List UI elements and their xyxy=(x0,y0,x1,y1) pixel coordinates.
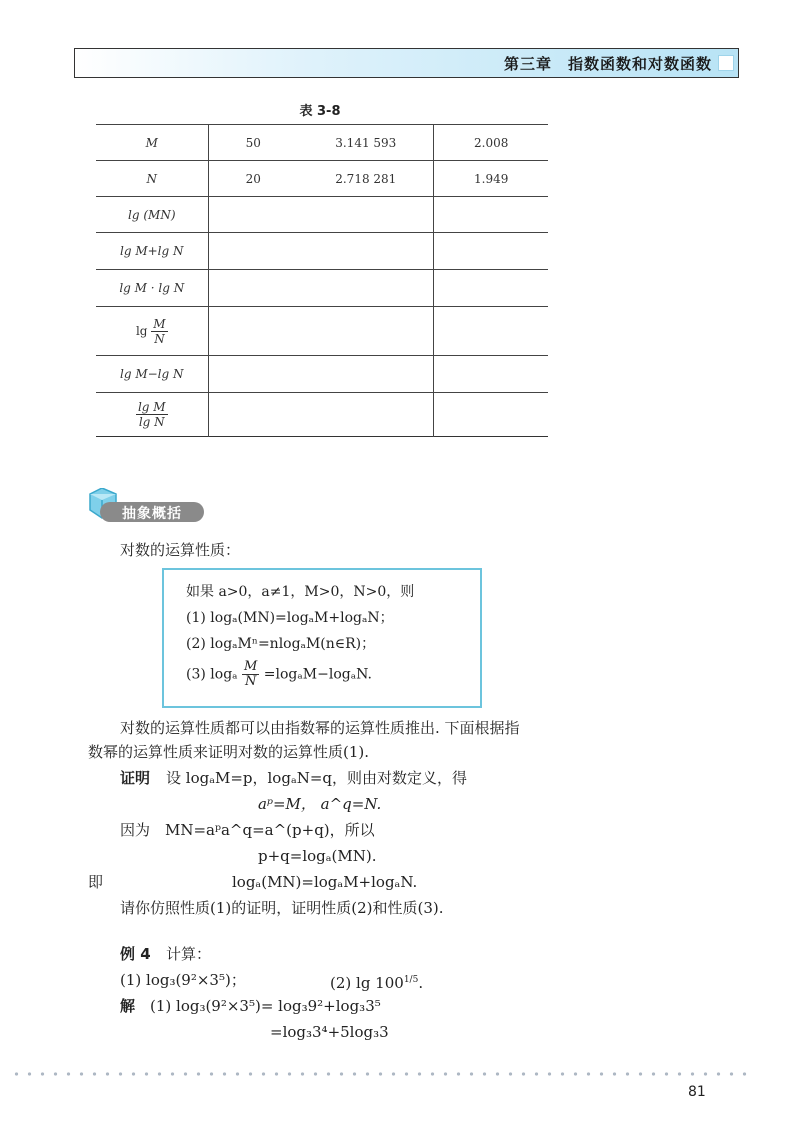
table-row xyxy=(96,393,548,437)
row-label-fraction xyxy=(96,307,208,356)
fraction-denominator: lg N xyxy=(138,415,165,429)
page-number: 81 xyxy=(688,1084,706,1100)
proof-conclusion-label: 即 xyxy=(88,873,104,891)
table-cell xyxy=(208,270,434,307)
exercise-text: 请你仿照性质(1)的证明，证明性质(2)和性质(3). xyxy=(120,899,444,917)
fraction xyxy=(242,660,259,689)
example-title: 计算： xyxy=(166,945,212,963)
property-1: (1) logₐ(MN)=logₐM+logₐN； xyxy=(186,610,394,626)
table-row xyxy=(96,161,548,197)
proof-label: 证明 xyxy=(120,769,151,787)
property-3-prefix: (3) logₐ xyxy=(186,666,238,683)
paragraph-line: 数幂的运算性质来证明对数的运算性质(1). xyxy=(88,743,370,761)
row-label: M xyxy=(96,125,208,161)
table-cell xyxy=(434,233,548,270)
table-cell: 3.141 593 xyxy=(335,135,397,150)
chapter-header xyxy=(74,48,739,78)
section-intro: 对数的运算性质： xyxy=(120,541,241,559)
table-row xyxy=(96,125,548,161)
table-cell xyxy=(434,197,548,233)
table-cell xyxy=(208,197,434,233)
fraction-numerator: lg M xyxy=(137,400,166,414)
row-label-fraction xyxy=(96,393,208,437)
table-cell xyxy=(434,270,548,307)
row-label: lg M+lg N xyxy=(96,233,208,270)
chapter-title: 第三章 指数函数和对数函数 xyxy=(503,55,712,73)
table-row xyxy=(96,197,548,233)
table-cell: 1.949 xyxy=(434,161,548,197)
row-label-prefix: lg xyxy=(135,323,148,338)
property-3-suffix: =logₐM−logₐN. xyxy=(263,666,372,683)
table-row xyxy=(96,356,548,393)
fraction-denominator: N xyxy=(154,331,165,346)
example-question-2: (2) $\lg 100^{1/5}$. xyxy=(330,974,424,992)
table-cell xyxy=(434,356,548,393)
fraction-numerator: M xyxy=(153,316,166,331)
fraction-denominator: N xyxy=(244,674,257,689)
property-2: (2) logₐMⁿ=nlogₐM(n∈R)； xyxy=(186,636,376,652)
example-question-2-base: (2) lg 100 xyxy=(330,974,404,992)
solution-line: =log₃3⁴+5log₃3 xyxy=(270,1023,389,1041)
table-row xyxy=(96,270,548,307)
property-3 xyxy=(186,660,372,689)
table-cell xyxy=(434,307,548,356)
solution-line: (1) log₃(9²×3⁵)= log₃9²+log₃3⁵ xyxy=(150,997,381,1015)
solution-label: 解 xyxy=(120,997,136,1015)
fraction xyxy=(136,400,168,429)
table-cell: 2.718 281 xyxy=(335,171,397,186)
example-question-1: (1) log₃(9²×3⁵)； xyxy=(120,971,246,989)
proof-line: 因为 MN=aᵖa^q=a^(p+q)，所以 xyxy=(120,821,375,839)
example-label: 例 4 xyxy=(120,945,151,963)
table-cell xyxy=(208,393,434,437)
section-badge xyxy=(86,488,206,524)
data-table xyxy=(96,124,548,437)
table-row xyxy=(96,233,548,270)
fraction xyxy=(151,317,167,346)
table-cell: 20 xyxy=(245,171,261,186)
table-cell: 50 xyxy=(245,135,261,150)
table-row xyxy=(96,307,548,356)
table-cell xyxy=(434,393,548,437)
row-label: N xyxy=(96,161,208,197)
proof-line: aᵖ=M， a^q=N. xyxy=(258,795,382,813)
table-cell xyxy=(208,307,434,356)
proof-line: p+q=logₐ(MN). xyxy=(258,847,377,865)
proof-line: logₐ(MN)=logₐM+logₐN. xyxy=(232,873,418,891)
table-cell: 2.008 xyxy=(434,125,548,161)
footer-dotted-divider xyxy=(10,1072,750,1076)
property-condition: 如果 a>0，a≠1，M>0，N>0，则 xyxy=(186,584,415,600)
badge-label: 抽象概括 xyxy=(122,506,182,522)
table-cell xyxy=(208,233,434,270)
fraction-numerator: M xyxy=(244,659,258,674)
example-question-2-exponent: 1/5 xyxy=(403,975,419,985)
row-label: lg M−lg N xyxy=(96,356,208,393)
header-square-decoration xyxy=(718,55,734,71)
table-cell xyxy=(208,356,434,393)
row-label: lg M · lg N xyxy=(96,270,208,307)
paragraph-line: 对数的运算性质都可以由指数幂的运算性质推出. 下面根据指 xyxy=(120,719,520,737)
table-caption: 表 3-8 xyxy=(299,104,341,119)
row-label: lg (MN) xyxy=(96,197,208,233)
proof-line: 设 logₐM=p，logₐN=q，则由对数定义，得 xyxy=(166,769,468,787)
